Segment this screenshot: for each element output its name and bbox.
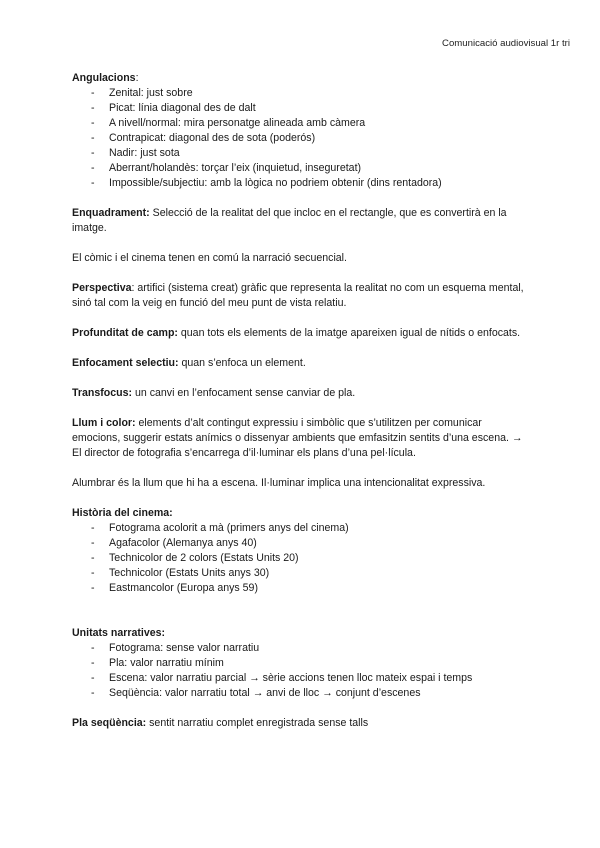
paragraph-alumbrar: Alumbrar és la llum que hi ha a escena. Il·luminar implica una intencionalitat expressiva. (72, 477, 486, 489)
angulacions-heading: Angulacions: (72, 72, 139, 84)
list-item: - Pla: valor narratiu mínim (91, 657, 224, 669)
paragraph-transfocus: Transfocus: un canvi en l’enfocament sense canviar de pla. (72, 387, 356, 399)
list-item: - Fotograma: sense valor narratiu (91, 642, 260, 654)
list-item: - Eastmancolor (Europa anys 59) (91, 582, 258, 594)
section-angulacions (72, 71, 532, 191)
paragraph-profunditat: Profunditat de camp: quan tots els elements de la imatge apareixen igual de nítids o enfocats. (72, 327, 521, 339)
list-item: - Fotograma acolorit a mà (primers anys del cinema) (91, 522, 349, 534)
section-unitats (72, 626, 532, 701)
list-item: - Zenital: just sobre (91, 87, 193, 99)
angulacions-list (72, 86, 532, 191)
list-item: - Picat: línia diagonal des de dalt (91, 102, 256, 114)
paragraph-perspectiva: Perspectiva: artifici (sistema creat) gràfic que representa la realitat no com un esquema mental, sinó tal com la veig en funció del meu punt de vista relatiu. (72, 282, 524, 309)
section-historia (72, 506, 532, 596)
historia-list (72, 521, 532, 596)
unitats-heading: Unitats narratives: (72, 627, 166, 639)
list-item: - Nadir: just sota (91, 147, 180, 159)
angulacions-title: Angulacions (72, 72, 136, 84)
list-item: - Seqüència: valor narratiu total → anvi de lloc → conjunt d’escenes (91, 687, 421, 699)
list-item: - A nivell/normal: mira personatge alineada amb càmera (91, 117, 366, 129)
paragraph-comic: El còmic i el cinema tenen en comú la narració secuencial. (72, 252, 347, 264)
list-item: - Technicolor de 2 colors (Estats Units 20) (91, 552, 299, 564)
list-item: - Contrapicat: diagonal des de sota (poderós) (91, 132, 316, 144)
header-title: Comunicació audiovisual 1r tri (442, 38, 570, 49)
document-body (72, 71, 532, 731)
list-item: - Agafacolor (Alemanya anys 40) (91, 537, 257, 549)
paragraph-enquadrament: Enquadrament: Selecció de la realitat del que incloc en el rectangle, que es convertirà en la imatge. (72, 207, 507, 234)
unitats-list (72, 641, 532, 701)
paragraph-enfocament: Enfocament selectiu: quan s’enfoca un element. (72, 357, 306, 369)
list-item: - Aberrant/holandès: torçar l’eix (inquietud, inseguretat) (91, 162, 362, 174)
list-item: - Technicolor (Estats Units anys 30) (91, 567, 270, 579)
list-item: - Escena: valor narratiu parcial → sèrie accions tenen lloc mateix espai i temps (91, 672, 473, 684)
list-item: - Impossible/subjectiu: amb la lògica no podriem obtenir (dins rentadora) (91, 177, 442, 189)
historia-heading: Història del cinema: (72, 507, 173, 519)
paragraph-llum-color: Llum i color: elements d’alt contingut expressiu i simbòlic que s’utilitzen per comunicar emocions, suggerir estats anímics o dissenyar ambients que emfasitzin sentits d’una escena. → El director de fotografia s’encarrega d’il·luminar els plans d’una pel·lícula. (72, 417, 523, 459)
paragraph-pla-sequencia: Pla seqüència: sentit narratiu complet enregistrada sense talls (72, 717, 369, 729)
